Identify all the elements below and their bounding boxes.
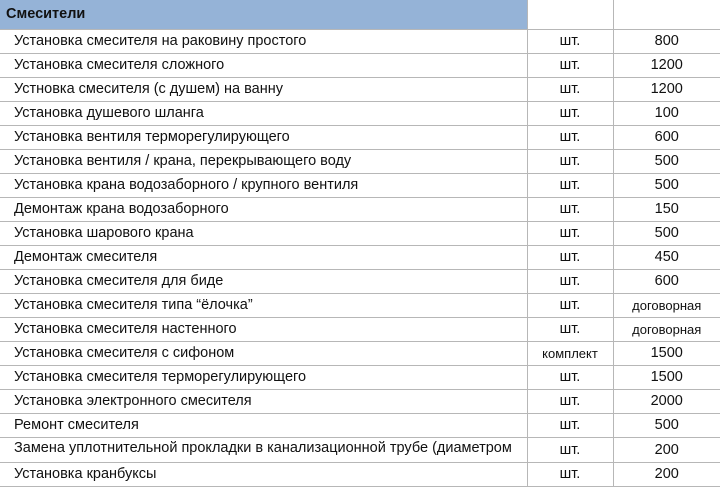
price-cell: 500 <box>613 173 720 197</box>
header-price-cell <box>613 0 720 29</box>
unit-cell: шт. <box>527 317 613 341</box>
unit-cell: шт. <box>527 365 613 389</box>
service-name: Установка смесителя с сифоном <box>0 341 527 365</box>
section-title: Смесители <box>0 0 527 29</box>
table-row <box>0 462 720 486</box>
unit-cell: шт. <box>527 77 613 101</box>
price-cell: 500 <box>613 221 720 245</box>
header-unit-cell <box>527 0 613 29</box>
table-row <box>0 221 720 245</box>
service-name: Установка смесителя типа “ёлочка” <box>0 293 527 317</box>
table-row <box>0 125 720 149</box>
service-name: Замена уплотнительной прокладки в канализационной трубе (диаметром <box>0 437 527 462</box>
table-row <box>0 197 720 221</box>
unit-cell: шт. <box>527 53 613 77</box>
unit-cell: комплект <box>527 341 613 365</box>
service-name: Устновка смесителя (с душем) на ванну <box>0 77 527 101</box>
price-cell: 200 <box>613 462 720 486</box>
table-row <box>0 29 720 53</box>
price-cell: 1200 <box>613 53 720 77</box>
table-row <box>0 77 720 101</box>
price-cell: 600 <box>613 125 720 149</box>
unit-cell: шт. <box>527 269 613 293</box>
service-name: Ремонт смесителя <box>0 413 527 437</box>
price-cell: 200 <box>613 437 720 462</box>
price-cell: договорная <box>613 293 720 317</box>
table-row <box>0 173 720 197</box>
table-row <box>0 317 720 341</box>
unit-cell: шт. <box>527 173 613 197</box>
unit-cell: шт. <box>527 389 613 413</box>
unit-cell: шт. <box>527 125 613 149</box>
table-row <box>0 413 720 437</box>
service-name: Установка смесителя сложного <box>0 53 527 77</box>
price-cell: 150 <box>613 197 720 221</box>
service-name: Установка душевого шланга <box>0 101 527 125</box>
unit-cell: шт. <box>527 149 613 173</box>
section-header-row <box>0 0 720 29</box>
service-name: Установка смесителя для биде <box>0 269 527 293</box>
price-cell: 100 <box>613 101 720 125</box>
table-row <box>0 53 720 77</box>
price-cell: 450 <box>613 245 720 269</box>
unit-cell: шт. <box>527 413 613 437</box>
price-cell: 800 <box>613 29 720 53</box>
unit-cell: шт. <box>527 293 613 317</box>
unit-cell: шт. <box>527 437 613 462</box>
price-cell: 1500 <box>613 341 720 365</box>
price-cell: 600 <box>613 269 720 293</box>
table-row <box>0 365 720 389</box>
service-name: Установка смесителя настенного <box>0 317 527 341</box>
table-row <box>0 245 720 269</box>
table-row <box>0 293 720 317</box>
price-cell: 1200 <box>613 77 720 101</box>
service-name: Установка вентиля терморегулирующего <box>0 125 527 149</box>
unit-cell: шт. <box>527 101 613 125</box>
unit-cell: шт. <box>527 245 613 269</box>
service-name: Установка электронного смесителя <box>0 389 527 413</box>
price-cell: 500 <box>613 413 720 437</box>
table-row <box>0 437 720 462</box>
unit-cell: шт. <box>527 29 613 53</box>
unit-cell: шт. <box>527 462 613 486</box>
unit-cell: шт. <box>527 221 613 245</box>
service-name: Установка смесителя на раковину простого <box>0 29 527 53</box>
service-name: Установка шарового крана <box>0 221 527 245</box>
price-cell: 2000 <box>613 389 720 413</box>
table-row <box>0 149 720 173</box>
service-name: Демонтаж крана водозаборного <box>0 197 527 221</box>
table-row <box>0 101 720 125</box>
unit-cell: шт. <box>527 197 613 221</box>
price-cell: договорная <box>613 317 720 341</box>
service-name: Демонтаж смесителя <box>0 245 527 269</box>
price-cell: 500 <box>613 149 720 173</box>
service-name: Установка вентиля / крана, перекрывающего воду <box>0 149 527 173</box>
table-row <box>0 341 720 365</box>
service-name: Установка смесителя терморегулирующего <box>0 365 527 389</box>
service-name: Установка крана водозаборного / крупного вентиля <box>0 173 527 197</box>
service-name: Установка кранбуксы <box>0 462 527 486</box>
price-cell: 1500 <box>613 365 720 389</box>
table-row <box>0 389 720 413</box>
table-row <box>0 269 720 293</box>
